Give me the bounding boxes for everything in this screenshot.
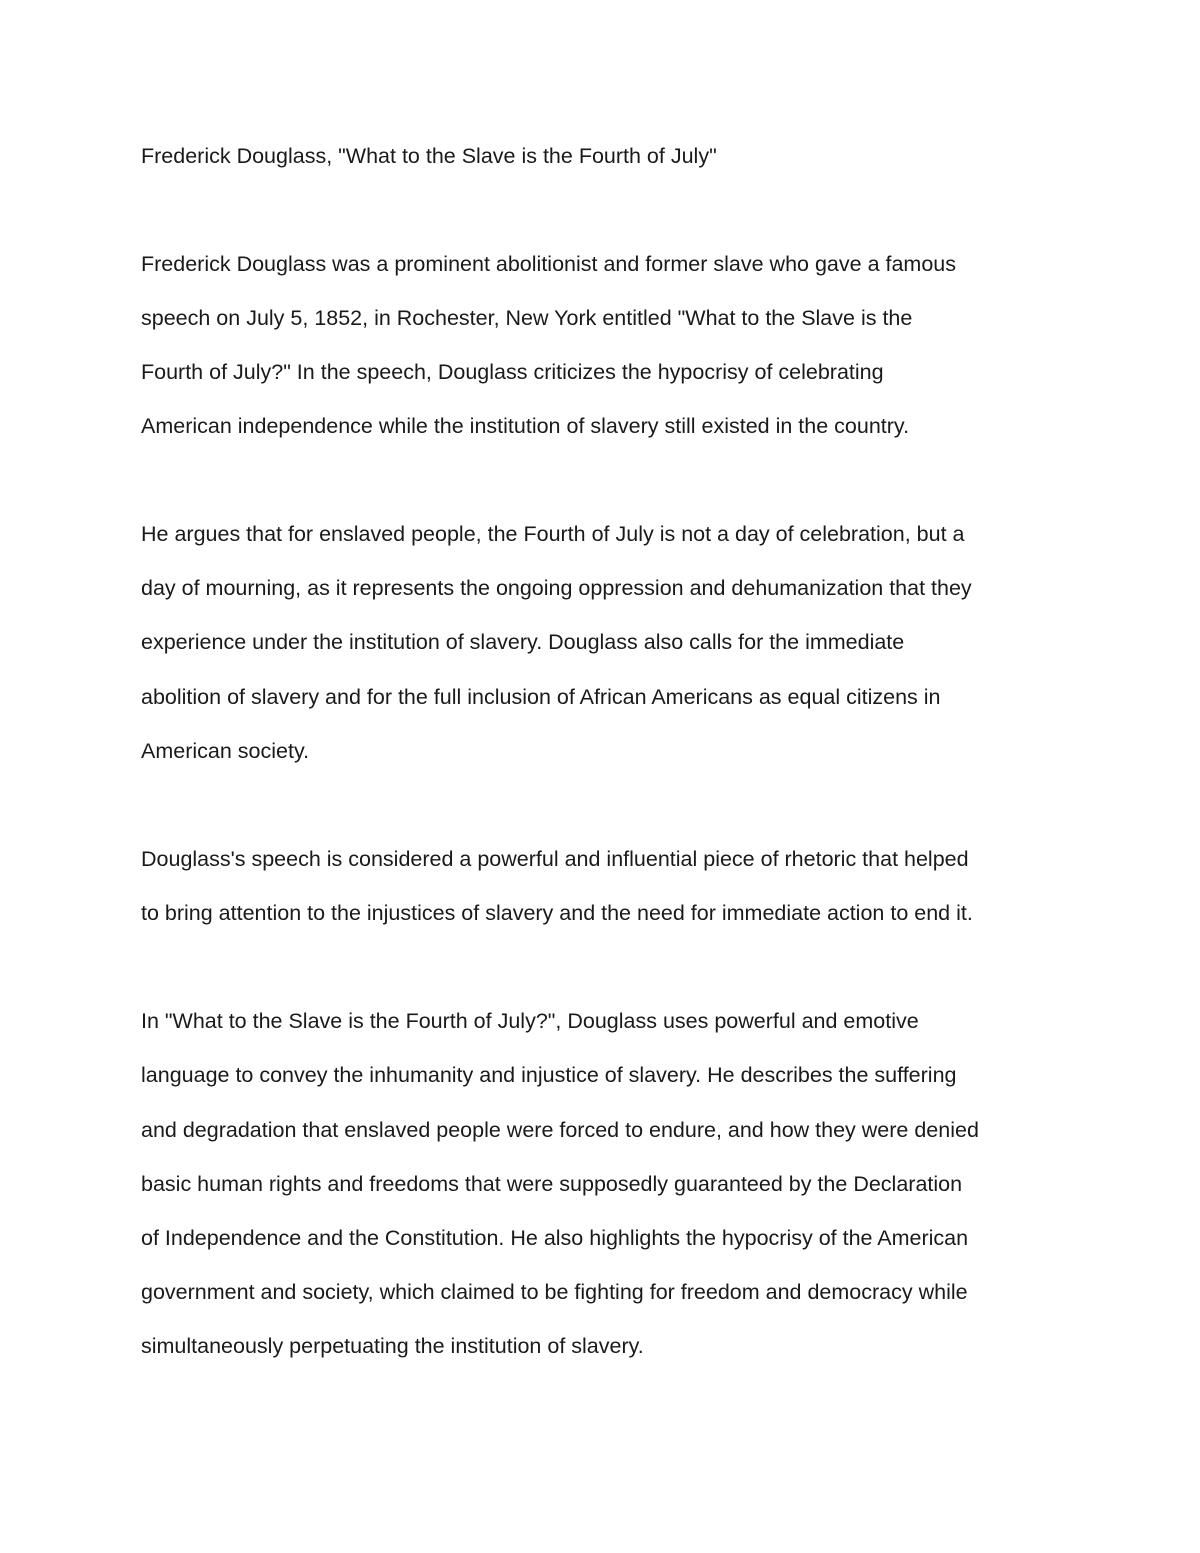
document-title: Frederick Douglass, "What to the Slave is the Fourth of July" [141,144,717,168]
paragraph-4-line-5: of Independence and the Constitution. He also highlights the hypocrisy of the American [141,1226,969,1250]
paragraph-2-line-4: abolition of slavery and for the full inclusion of African Americans as equal citizens in [141,685,941,709]
paragraph-4-line-1: In "What to the Slave is the Fourth of July?", Douglass uses powerful and emotive [141,1009,919,1033]
paragraph-1-line-2: speech on July 5, 1852, in Rochester, New York entitled "What to the Slave is the [141,306,913,330]
paragraph-1-line-3: Fourth of July?" In the speech, Douglass criticizes the hypocrisy of celebrating [141,360,884,384]
paragraph-2-line-5: American society. [141,739,310,763]
paragraph-1-line-4: American independence while the institution of slavery still existed in the country. [141,414,910,438]
paragraph-4-line-7: simultaneously perpetuating the institution of slavery. [141,1334,644,1358]
paragraph-3-line-1: Douglass's speech is considered a powerful and influential piece of rhetoric that helped [141,847,969,871]
paragraph-4-line-3: and degradation that enslaved people were forced to endure, and how they were denied [141,1118,979,1142]
paragraph-4-line-4: basic human rights and freedoms that were supposedly guaranteed by the Declaration [141,1172,963,1196]
paragraph-4-line-6: government and society, which claimed to be fighting for freedom and democracy while [141,1280,968,1304]
paragraph-2-line-1: He argues that for enslaved people, the Fourth of July is not a day of celebration, but a [141,522,965,546]
paragraph-1-line-1: Frederick Douglass was a prominent abolitionist and former slave who gave a famous [141,252,957,276]
paragraph-4-line-2: language to convey the inhumanity and injustice of slavery. He describes the suffering [141,1063,957,1087]
paragraph-2-line-3: experience under the institution of slavery. Douglass also calls for the immediate [141,630,905,654]
paragraph-3-line-2: to bring attention to the injustices of slavery and the need for immediate action to end it. [141,901,973,925]
paragraph-2-line-2: day of mourning, as it represents the ongoing oppression and dehumanization that they [141,576,972,600]
